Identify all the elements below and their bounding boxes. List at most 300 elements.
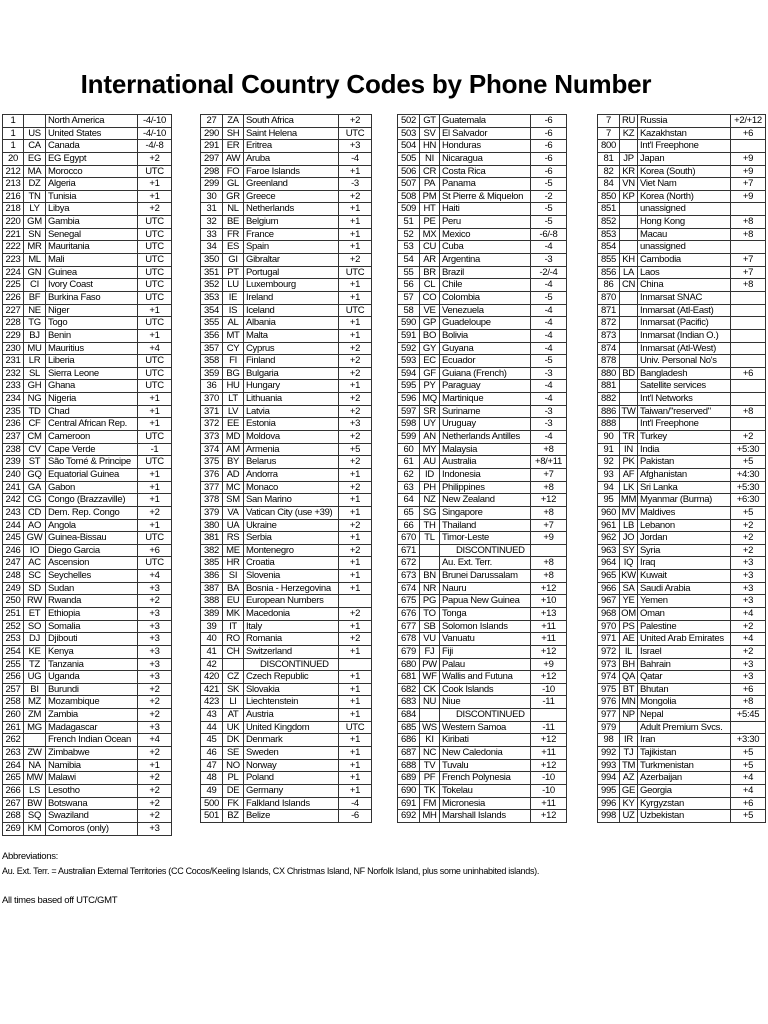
country-name-cell: Croatia — [244, 557, 339, 569]
country-name-cell: Sudan — [46, 583, 138, 595]
country-name-cell: Colombia — [440, 292, 531, 304]
iso-code-cell: SM — [223, 494, 244, 506]
iso-code-cell: QA — [620, 671, 638, 683]
utc-offset-cell: +1 — [138, 469, 172, 481]
country-name-cell: Maldives — [638, 507, 731, 519]
country-code-cell: 251 — [3, 608, 24, 620]
table-row — [201, 482, 372, 495]
iso-code-cell: NL — [223, 203, 244, 215]
country-name-cell: unassigned — [638, 203, 731, 215]
table-row — [201, 241, 372, 254]
utc-offset-cell: +1 — [138, 330, 172, 342]
table-row — [598, 684, 766, 697]
country-code-cell: 998 — [598, 810, 620, 822]
table-row — [201, 317, 372, 330]
utc-offset-cell: +8 — [531, 507, 567, 519]
table-row — [398, 343, 567, 356]
iso-code-cell: BJ — [24, 330, 46, 342]
table-row — [598, 431, 766, 444]
utc-offset-cell: +8 — [531, 570, 567, 582]
time-basis-note: All times based off UTC/GMT — [2, 895, 118, 906]
utc-offset-cell — [339, 659, 372, 671]
table-row — [201, 305, 372, 318]
utc-offset-cell: +12 — [531, 671, 567, 683]
country-name-cell: Georgia — [638, 785, 731, 797]
utc-offset-cell — [731, 343, 766, 355]
utc-offset-cell: +5 — [731, 810, 766, 822]
country-code-cell: 244 — [3, 520, 24, 532]
table-row — [598, 482, 766, 495]
country-name-cell: Lebanon — [638, 520, 731, 532]
iso-code-cell: VE — [420, 305, 440, 317]
iso-code-cell: BF — [24, 292, 46, 304]
country-name-cell: DISCONTINUED — [440, 545, 531, 557]
country-code-cell: 229 — [3, 330, 24, 342]
country-name-cell: Micronesia — [440, 798, 531, 810]
iso-code-cell: FK — [223, 798, 244, 810]
iso-code-cell: CV — [24, 444, 46, 456]
table-row — [598, 216, 766, 229]
table-row — [398, 330, 567, 343]
country-code-cell: 685 — [398, 722, 420, 734]
iso-code-cell: BE — [223, 216, 244, 228]
country-name-cell: Jordan — [638, 532, 731, 544]
iso-code-cell: WS — [420, 722, 440, 734]
utc-offset-cell: +3:30 — [731, 734, 766, 746]
country-name-cell: El Salvador — [440, 128, 531, 140]
country-code-cell: 256 — [3, 671, 24, 683]
table-row — [201, 633, 372, 646]
country-code-cell: 260 — [3, 709, 24, 721]
country-code-cell: 236 — [3, 418, 24, 430]
country-name-cell: Swaziland — [46, 810, 138, 822]
utc-offset-cell: +1 — [339, 229, 372, 241]
iso-code-cell: TG — [24, 317, 46, 329]
country-name-cell: North America — [46, 115, 138, 127]
utc-offset-cell: +2 — [339, 368, 372, 380]
utc-offset-cell: +2 — [339, 520, 372, 532]
iso-code-cell: LB — [620, 520, 638, 532]
utc-offset-cell: +2 — [339, 545, 372, 557]
utc-offset-cell: +8 — [531, 444, 567, 456]
iso-code-cell: KR — [620, 166, 638, 178]
utc-offset-cell: +6 — [731, 128, 766, 140]
country-name-cell: Sri Lanka — [638, 482, 731, 494]
iso-code-cell: GP — [420, 317, 440, 329]
country-code-cell: 41 — [201, 646, 223, 658]
country-code-cell: 58 — [398, 305, 420, 317]
country-name-cell: Cyprus — [244, 343, 339, 355]
table-row — [598, 355, 766, 368]
country-code-cell: 231 — [3, 355, 24, 367]
country-code-cell: 91 — [598, 444, 620, 456]
table-row — [598, 633, 766, 646]
country-name-cell: United Kingdom — [244, 722, 339, 734]
iso-code-cell: VA — [223, 507, 244, 519]
iso-code-cell: GE — [620, 785, 638, 797]
country-name-cell: Cameroon — [46, 431, 138, 443]
country-name-cell: Indonesia — [440, 469, 531, 481]
country-name-cell: EG Egypt — [46, 153, 138, 165]
country-code-cell: 387 — [201, 583, 223, 595]
country-code-cell: 84 — [598, 178, 620, 190]
country-code-cell: 995 — [598, 785, 620, 797]
table-row — [201, 267, 372, 280]
country-name-cell: Guyana — [440, 343, 531, 355]
table-row — [201, 772, 372, 785]
iso-code-cell: VN — [620, 178, 638, 190]
abbreviations-heading: Abbreviations: — [2, 851, 59, 862]
country-name-cell: Ethiopia — [46, 608, 138, 620]
country-name-cell: Moldova — [244, 431, 339, 443]
country-code-cell: 670 — [398, 532, 420, 544]
country-code-cell: 1 — [3, 115, 24, 127]
table-row — [398, 798, 567, 811]
utc-offset-cell — [731, 722, 766, 734]
country-name-cell: Equatorial Guinea — [46, 469, 138, 481]
country-name-cell: São Tomé & Principe — [46, 456, 138, 468]
utc-offset-cell: -4 — [531, 431, 567, 443]
utc-offset-cell: UTC — [138, 241, 172, 253]
country-code-cell: 86 — [598, 279, 620, 291]
iso-code-cell: LU — [223, 279, 244, 291]
utc-offset-cell: +1 — [339, 760, 372, 772]
utc-offset-cell: UTC — [339, 128, 372, 140]
country-code-cell: 298 — [201, 166, 223, 178]
iso-code-cell: TJ — [620, 747, 638, 759]
country-code-cell: 239 — [3, 456, 24, 468]
table-row — [201, 418, 372, 431]
country-code-cell: 674 — [398, 583, 420, 595]
iso-code-cell: MA — [24, 166, 46, 178]
country-code-cell: 421 — [201, 684, 223, 696]
country-code-cell: 379 — [201, 507, 223, 519]
iso-code-cell: SI — [223, 570, 244, 582]
iso-code-cell: TZ — [24, 659, 46, 671]
utc-offset-cell: +1 — [339, 785, 372, 797]
country-name-cell: Comoros (only) — [46, 823, 138, 835]
country-code-cell: 52 — [398, 229, 420, 241]
country-code-cell: 31 — [201, 203, 223, 215]
utc-offset-cell: +4 — [731, 772, 766, 784]
utc-offset-cell: +2 — [339, 456, 372, 468]
iso-code-cell: DE — [223, 785, 244, 797]
iso-code-cell: MW — [24, 772, 46, 784]
country-code-cell: 241 — [3, 482, 24, 494]
iso-code-cell: OM — [620, 608, 638, 620]
table-row — [598, 507, 766, 520]
country-name-cell: Guinea — [46, 267, 138, 279]
country-name-cell: United States — [46, 128, 138, 140]
iso-code-cell: HR — [223, 557, 244, 569]
table-row — [398, 128, 567, 141]
utc-offset-cell: UTC — [339, 305, 372, 317]
country-code-cell: 220 — [3, 216, 24, 228]
iso-code-cell: LK — [620, 482, 638, 494]
iso-code-cell: MN — [620, 696, 638, 708]
table-row — [3, 241, 172, 254]
table-row — [598, 798, 766, 811]
table-row — [598, 178, 766, 191]
country-code-cell: 222 — [3, 241, 24, 253]
utc-offset-cell: +4 — [731, 633, 766, 645]
iso-code-cell: FI — [223, 355, 244, 367]
utc-offset-cell: +2 — [138, 153, 172, 165]
country-name-cell: Viet Nam — [638, 178, 731, 190]
iso-code-cell: SK — [223, 684, 244, 696]
iso-code-cell: MC — [223, 482, 244, 494]
iso-code-cell: UY — [420, 418, 440, 430]
iso-code-cell: BW — [24, 798, 46, 810]
country-code-cell: 57 — [398, 292, 420, 304]
country-code-cell: 509 — [398, 203, 420, 215]
utc-offset-cell: UTC — [138, 456, 172, 468]
country-name-cell: Somalia — [46, 621, 138, 633]
iso-code-cell: FJ — [420, 646, 440, 658]
utc-offset-cell: +1 — [138, 418, 172, 430]
country-name-cell: Finland — [244, 355, 339, 367]
table-row — [3, 494, 172, 507]
country-code-cell: 237 — [3, 431, 24, 443]
iso-code-cell: SG — [420, 507, 440, 519]
iso-code-cell: SA — [620, 583, 638, 595]
table-row — [398, 241, 567, 254]
table-row — [598, 380, 766, 393]
table-row — [3, 747, 172, 760]
table-row — [3, 696, 172, 709]
table-row — [3, 772, 172, 785]
country-code-cell: 299 — [201, 178, 223, 190]
iso-code-cell: GH — [24, 380, 46, 392]
utc-offset-cell: +1 — [339, 709, 372, 721]
utc-offset-cell: +2 — [138, 785, 172, 797]
table-row — [398, 406, 567, 419]
country-name-cell: Zimbabwe — [46, 747, 138, 759]
country-name-cell: Ghana — [46, 380, 138, 392]
utc-offset-cell: +4 — [731, 785, 766, 797]
table-row — [398, 166, 567, 179]
country-name-cell: Inmarsat SNAC — [638, 292, 731, 304]
table-row — [598, 166, 766, 179]
utc-offset-cell — [731, 140, 766, 152]
country-code-cell: 224 — [3, 267, 24, 279]
iso-code-cell: IR — [620, 734, 638, 746]
iso-code-cell: MR — [24, 241, 46, 253]
country-name-cell: Inmarsat (Pacific) — [638, 317, 731, 329]
iso-code-cell: CR — [420, 166, 440, 178]
country-name-cell: Libya — [46, 203, 138, 215]
iso-code-cell: PE — [420, 216, 440, 228]
utc-offset-cell: -4 — [531, 380, 567, 392]
country-name-cell: Peru — [440, 216, 531, 228]
iso-code-cell: RS — [223, 532, 244, 544]
country-code-cell: 20 — [3, 153, 24, 165]
table-row — [398, 115, 567, 128]
iso-code-cell: GI — [223, 254, 244, 266]
utc-offset-cell: +1 — [339, 684, 372, 696]
table-row — [201, 608, 372, 621]
country-code-cell: 262 — [3, 734, 24, 746]
table-row — [201, 696, 372, 709]
utc-offset-cell: +4 — [731, 608, 766, 620]
table-row — [3, 823, 172, 836]
iso-code-cell: RO — [223, 633, 244, 645]
iso-code-cell: NR — [420, 583, 440, 595]
utc-offset-cell: -5 — [531, 203, 567, 215]
iso-code-cell: LA — [620, 267, 638, 279]
iso-code-cell: TV — [420, 760, 440, 772]
utc-offset-cell: +1 — [339, 696, 372, 708]
utc-offset-cell: +3 — [339, 418, 372, 430]
table-row — [598, 785, 766, 798]
utc-offset-cell: -6 — [531, 153, 567, 165]
table-row — [398, 621, 567, 634]
table-row — [598, 140, 766, 153]
utc-offset-cell: +2 — [339, 406, 372, 418]
country-code-cell: 352 — [201, 279, 223, 291]
country-code-cell: 33 — [201, 229, 223, 241]
table-row — [201, 684, 372, 697]
iso-code-cell: CK — [420, 684, 440, 696]
country-name-cell: Suriname — [440, 406, 531, 418]
country-name-cell: Kuwait — [638, 570, 731, 582]
country-code-cell: 882 — [598, 393, 620, 405]
utc-offset-cell: +5 — [339, 444, 372, 456]
utc-offset-cell: UTC — [138, 557, 172, 569]
utc-offset-cell: +2 — [339, 482, 372, 494]
country-name-cell: Namibia — [46, 760, 138, 772]
utc-offset-cell: +2 — [138, 203, 172, 215]
utc-offset-cell: +7 — [531, 520, 567, 532]
table-row — [598, 709, 766, 722]
country-code-cell: 689 — [398, 772, 420, 784]
utc-offset-cell: -6 — [531, 140, 567, 152]
country-name-cell: Tajikistan — [638, 747, 731, 759]
country-code-cell: 63 — [398, 482, 420, 494]
country-name-cell: Satellite services — [638, 380, 731, 392]
country-code-cell: 975 — [598, 684, 620, 696]
country-code-cell: 60 — [398, 444, 420, 456]
iso-code-cell: AE — [620, 633, 638, 645]
utc-offset-cell: +11 — [531, 747, 567, 759]
country-name-cell: Uzbekistan — [638, 810, 731, 822]
iso-code-cell: MD — [223, 431, 244, 443]
country-code-cell: 976 — [598, 696, 620, 708]
iso-code-cell: BR — [420, 267, 440, 279]
table-row — [398, 684, 567, 697]
country-code-cell: 800 — [598, 140, 620, 152]
iso-code-cell — [420, 557, 440, 569]
country-code-cell: 269 — [3, 823, 24, 835]
iso-code-cell: BH — [620, 659, 638, 671]
table-row — [398, 203, 567, 216]
iso-code-cell: NU — [420, 696, 440, 708]
table-row — [201, 216, 372, 229]
iso-code-cell: DJ — [24, 633, 46, 645]
country-name-cell: Kazakhstan — [638, 128, 731, 140]
iso-code-cell: PT — [223, 267, 244, 279]
table-row — [3, 570, 172, 583]
table-row — [598, 583, 766, 596]
table-row — [398, 216, 567, 229]
table-row — [598, 203, 766, 216]
utc-offset-cell: +6 — [138, 545, 172, 557]
country-name-cell: Angola — [46, 520, 138, 532]
table-row — [201, 406, 372, 419]
iso-code-cell: NO — [223, 760, 244, 772]
table-row — [201, 747, 372, 760]
country-code-cell: 213 — [3, 178, 24, 190]
country-name-cell: Vatican City (use +39) — [244, 507, 339, 519]
utc-offset-cell — [731, 305, 766, 317]
country-name-cell: Mongolia — [638, 696, 731, 708]
utc-offset-cell: -6 — [531, 115, 567, 127]
utc-offset-cell: +2 — [731, 621, 766, 633]
country-name-cell: Venezuela — [440, 305, 531, 317]
table-row — [3, 203, 172, 216]
iso-code-cell: KP — [620, 191, 638, 203]
country-name-cell: Turkmenistan — [638, 760, 731, 772]
country-code-cell: 253 — [3, 633, 24, 645]
country-code-cell: 221 — [3, 229, 24, 241]
iso-code-cell: AT — [223, 709, 244, 721]
country-name-cell: Latvia — [244, 406, 339, 418]
table-row — [3, 178, 172, 191]
utc-offset-cell: +12 — [531, 494, 567, 506]
country-code-cell: 1 — [3, 140, 24, 152]
iso-code-cell: BT — [620, 684, 638, 696]
iso-code-cell: EU — [223, 595, 244, 607]
country-code-cell: 595 — [398, 380, 420, 392]
country-code-cell: 886 — [598, 406, 620, 418]
table-row — [201, 722, 372, 735]
country-name-cell: Lesotho — [46, 785, 138, 797]
iso-code-cell: VU — [420, 633, 440, 645]
iso-code-cell: KM — [24, 823, 46, 835]
country-name-cell: French Indian Ocean — [46, 734, 138, 746]
utc-offset-cell: +2 — [138, 747, 172, 759]
country-name-cell: Paraguay — [440, 380, 531, 392]
utc-offset-cell: +5 — [731, 760, 766, 772]
iso-code-cell: AU — [420, 456, 440, 468]
table-row — [3, 545, 172, 558]
country-name-cell: Bulgaria — [244, 368, 339, 380]
utc-offset-cell: +1 — [339, 330, 372, 342]
utc-offset-cell: -4 — [531, 317, 567, 329]
table-row — [201, 583, 372, 596]
utc-offset-cell: -3 — [531, 418, 567, 430]
utc-offset-cell: +8 — [731, 229, 766, 241]
country-code-cell: 354 — [201, 305, 223, 317]
country-code-cell: 47 — [201, 760, 223, 772]
iso-code-cell: LT — [223, 393, 244, 405]
table-row — [598, 115, 766, 128]
country-code-cell: 267 — [3, 798, 24, 810]
iso-code-cell: GY — [420, 343, 440, 355]
iso-code-cell: SO — [24, 621, 46, 633]
country-code-cell: 351 — [201, 267, 223, 279]
table-row — [3, 393, 172, 406]
country-name-cell: Tuvalu — [440, 760, 531, 772]
table-row — [398, 482, 567, 495]
table-row — [3, 595, 172, 608]
utc-offset-cell: -4 — [531, 279, 567, 291]
country-name-cell: Kiribati — [440, 734, 531, 746]
country-code-cell: 971 — [598, 633, 620, 645]
utc-offset-cell: +1 — [138, 178, 172, 190]
iso-code-cell: BG — [223, 368, 244, 380]
country-name-cell: Bangladesh — [638, 368, 731, 380]
